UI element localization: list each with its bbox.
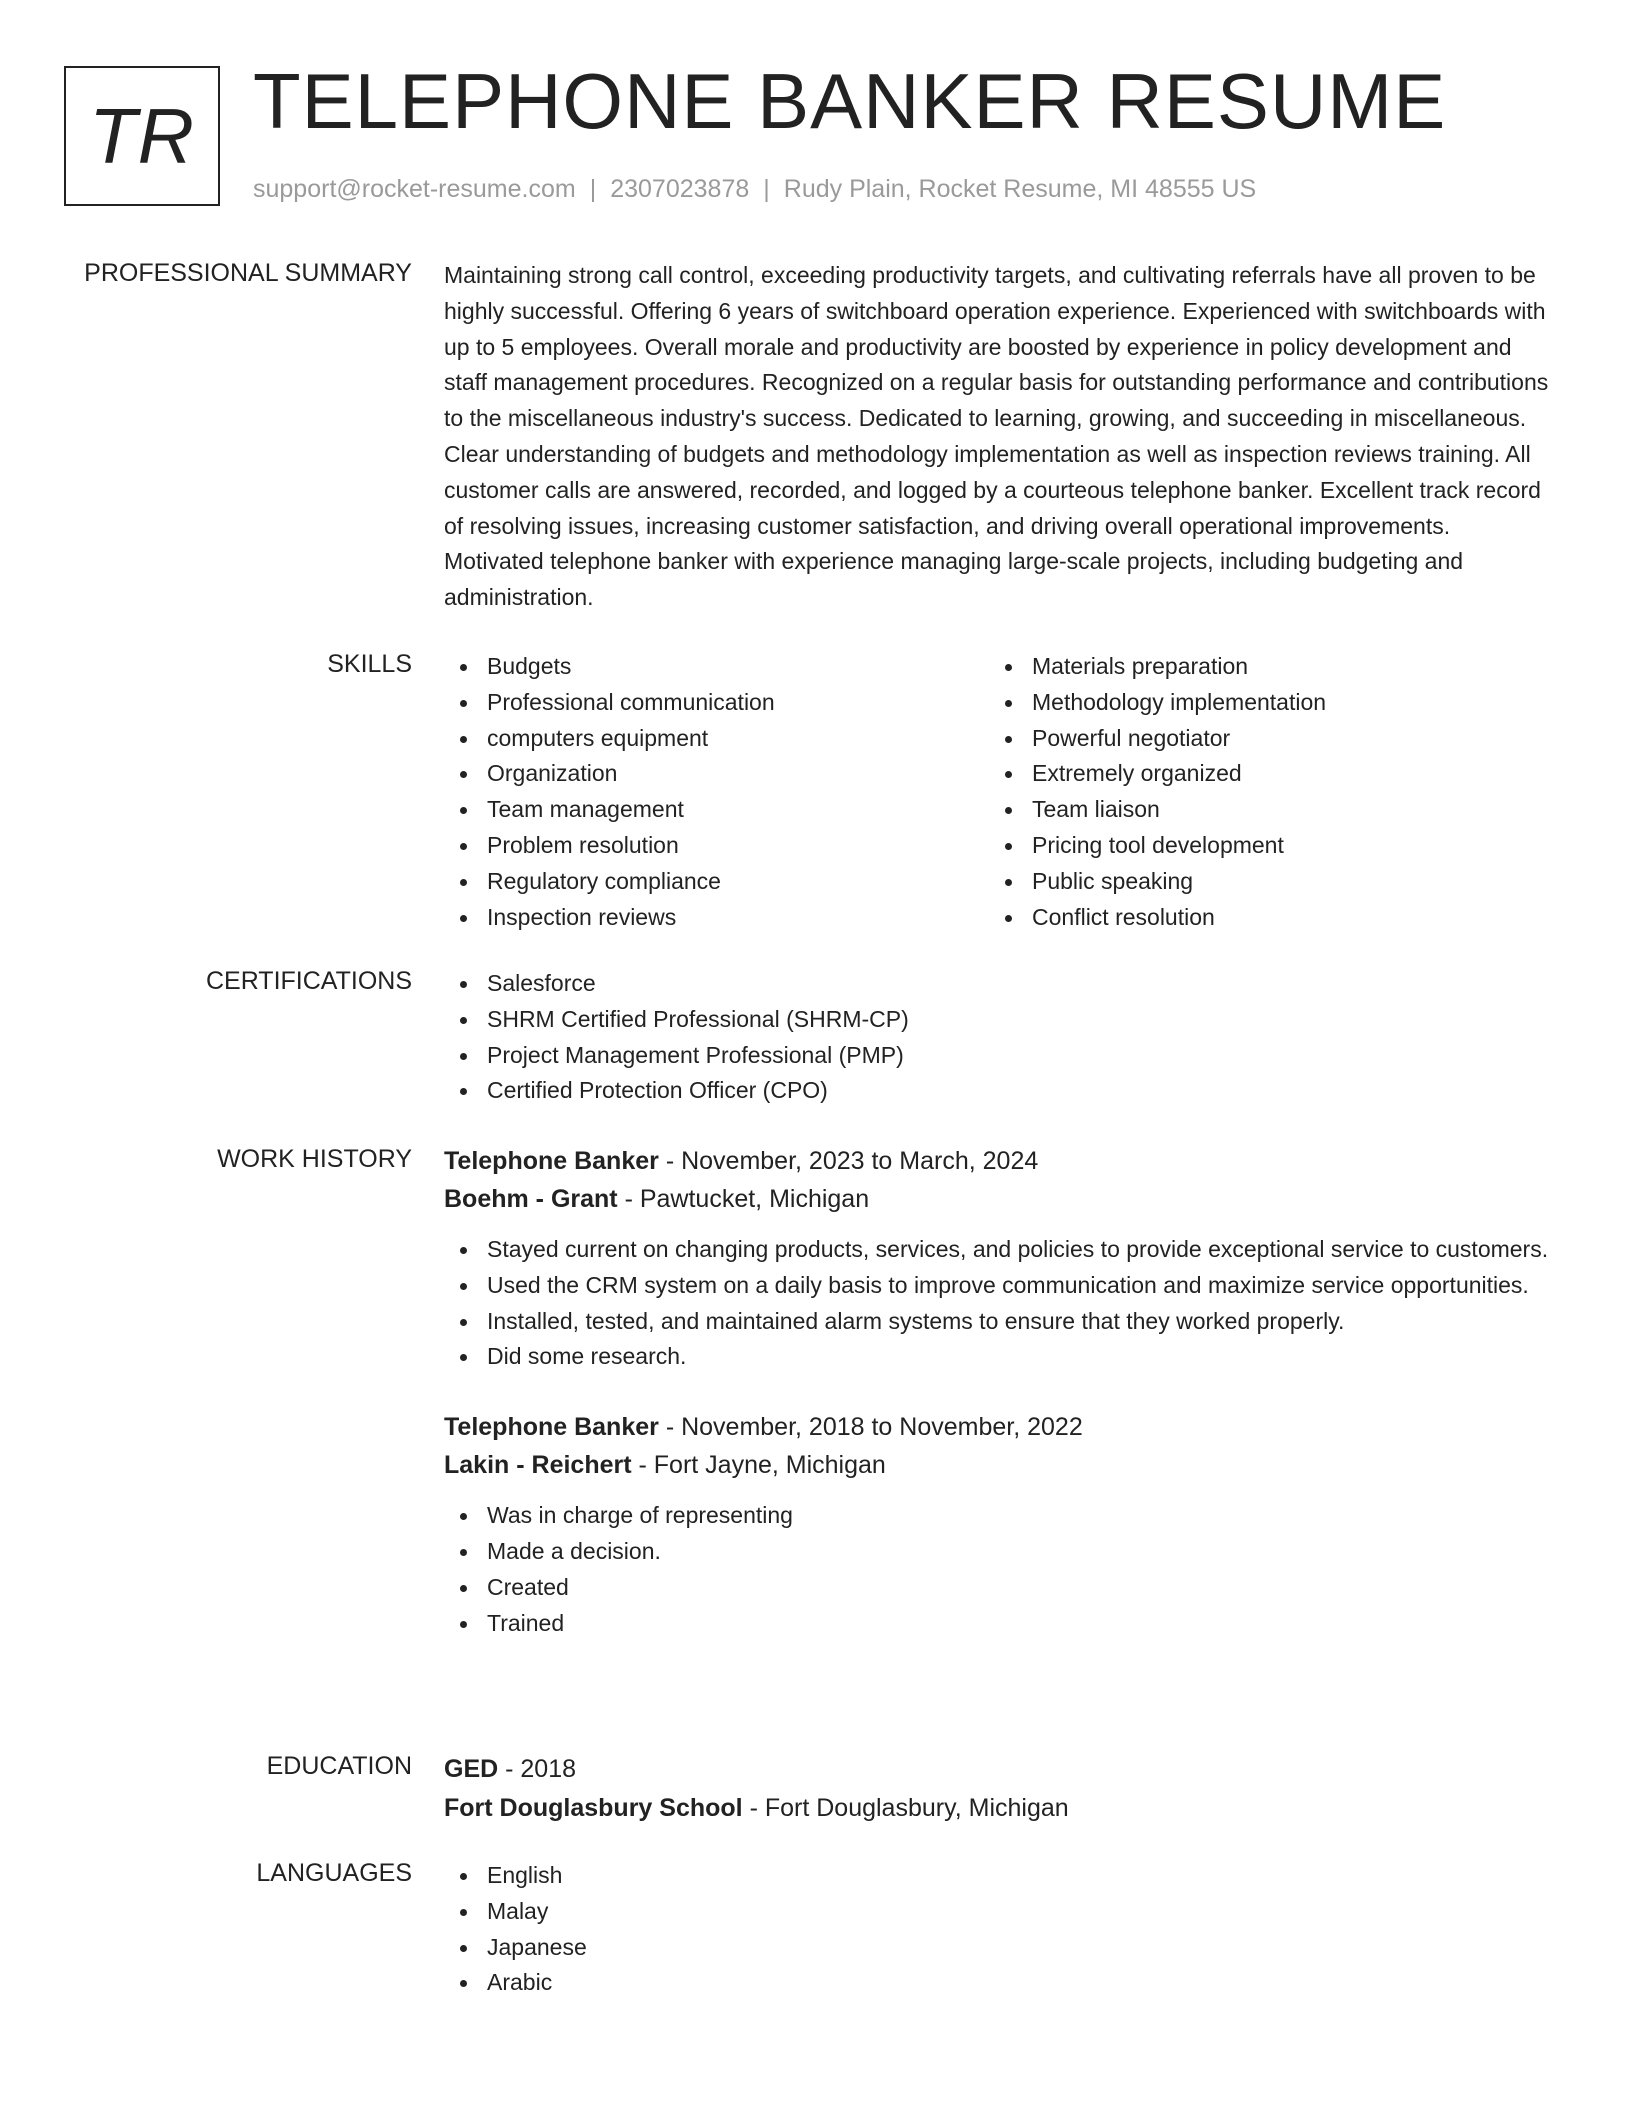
- language-item: Arabic: [444, 1965, 1556, 2001]
- job-bullet: Installed, tested, and maintained alarm systems to ensure that they worked properly.: [444, 1304, 1556, 1340]
- contact-separator: |: [763, 175, 770, 203]
- skill-item: Extremely organized: [989, 756, 1534, 792]
- contact-address: Rudy Plain, Rocket Resume, MI 48555 US: [783, 175, 1257, 203]
- skill-item: Problem resolution: [444, 828, 989, 864]
- certifications-body: [444, 966, 1556, 1109]
- job-bullet: Made a decision.: [444, 1534, 1556, 1570]
- education-body: [444, 1749, 1556, 1827]
- skill-item: Team liaison: [989, 792, 1534, 828]
- monogram-initials: TR: [89, 91, 195, 180]
- contact-email[interactable]: support@rocket-resume.com: [253, 175, 576, 203]
- education-degree: GED: [444, 1755, 499, 1783]
- skill-item: Regulatory compliance: [444, 864, 989, 900]
- education-degree-line: [444, 1749, 1556, 1789]
- job-bullet: Stayed current on changing products, services, and policies to provide exceptional service to customers.: [444, 1232, 1556, 1268]
- job-dates: - November, 2023 to March, 2024: [658, 1147, 1039, 1175]
- skill-item: Team management: [444, 792, 989, 828]
- skill-item: Conflict resolution: [989, 900, 1534, 936]
- job-title: Telephone Banker: [444, 1147, 659, 1175]
- languages-label: LANGUAGES: [256, 1859, 412, 1887]
- certifications-list: [444, 966, 1556, 1109]
- skill-item: Organization: [444, 756, 989, 792]
- skill-item: Methodology implementation: [989, 685, 1534, 721]
- job-bullet: Created: [444, 1570, 1556, 1606]
- certification-item: SHRM Certified Professional (SHRM-CP): [444, 1002, 1556, 1038]
- education-label: EDUCATION: [266, 1752, 412, 1780]
- job-location: - Pawtucket, Michigan: [617, 1185, 870, 1213]
- work-label: WORK HISTORY: [217, 1145, 412, 1173]
- certifications-label: CERTIFICATIONS: [205, 967, 412, 995]
- certification-item: Certified Protection Officer (CPO): [444, 1073, 1556, 1109]
- job-bullet: Was in charge of representing: [444, 1498, 1556, 1534]
- summary-label: PROFESSIONAL SUMMARY: [84, 259, 412, 287]
- skill-item: Pricing tool development: [989, 828, 1534, 864]
- skills-label: SKILLS: [327, 650, 412, 678]
- contact-line: [253, 174, 1256, 204]
- skills-list-right: [989, 649, 1534, 935]
- job-company: Boehm - Grant: [444, 1185, 618, 1213]
- language-item: Malay: [444, 1894, 1556, 1930]
- job-dates: - November, 2018 to November, 2022: [658, 1413, 1083, 1442]
- skill-item: Powerful negotiator: [989, 721, 1534, 757]
- education-school-line: [444, 1789, 1556, 1827]
- job-bullet: Used the CRM system on a daily basis to improve communication and maximize service opportunities.: [444, 1268, 1556, 1304]
- job-bullets: [444, 1232, 1556, 1375]
- contact-separator: |: [589, 175, 597, 203]
- certification-item: Project Management Professional (PMP): [444, 1038, 1556, 1074]
- job-title: Telephone Banker: [444, 1413, 659, 1442]
- language-item: English: [444, 1858, 1556, 1894]
- skill-item: Materials preparation: [989, 649, 1534, 685]
- skill-item: Budgets: [444, 649, 989, 685]
- job-location: - Fort Jayne, Michigan: [631, 1451, 886, 1480]
- skills-list-left: [444, 649, 989, 935]
- certification-item: Salesforce: [444, 966, 1556, 1002]
- job-company-line: [444, 1180, 1556, 1218]
- languages-body: [444, 1858, 1556, 2001]
- job-title-line: [444, 1408, 1556, 1446]
- summary-text: Maintaining strong call control, exceeding productivity targets, and cultivating referrals have all proven to be highly successful. Offering 6 years of switchboard operation experience. Experienced with switchboards with up to 5 employees. Overall morale and productivity are boosted by experience in policy development and staff management procedures. Recognized on a regular basis for outstanding performance and contributions to the miscellaneous industry's success. Dedicated to learning, growing, and succeeding in miscellaneous. Clear understanding of budgets and methodology implementation as well as inspection reviews training. All customer calls are answered, recorded, and logged by a courteous telephone banker. Excellent track record of resolving issues, increasing customer satisfaction, and driving overall operational improvements. Motivated telephone banker with experience managing large-scale projects, including budgeting and administration.: [444, 262, 1549, 611]
- skill-item: Professional communication: [444, 685, 989, 721]
- language-item: Japanese: [444, 1930, 1556, 1966]
- skill-item: Inspection reviews: [444, 900, 989, 936]
- job-company: Lakin - Reichert: [444, 1451, 632, 1480]
- job-company-line: [444, 1446, 1556, 1484]
- resume-title: TELEPHONE BANKER RESUME: [253, 57, 1447, 145]
- job-entry: [444, 1408, 1556, 1641]
- skills-columns: [444, 649, 1556, 935]
- job-title-line: [444, 1142, 1556, 1180]
- contact-phone[interactable]: 2307023878: [610, 175, 750, 203]
- monogram-box: [64, 66, 220, 206]
- work-body: [444, 1142, 1556, 1641]
- job-bullet: Did some research.: [444, 1339, 1556, 1375]
- education-location: - Fort Douglasbury, Michigan: [742, 1794, 1069, 1822]
- job-bullet: Trained: [444, 1606, 1556, 1642]
- job-bullets: [444, 1498, 1556, 1641]
- skill-item: Public speaking: [989, 864, 1534, 900]
- job-entry: [444, 1142, 1556, 1375]
- education-school: Fort Douglasbury School: [444, 1794, 743, 1822]
- education-year: - 2018: [498, 1755, 577, 1783]
- skill-item: computers equipment: [444, 721, 989, 757]
- languages-list: [444, 1858, 1556, 2001]
